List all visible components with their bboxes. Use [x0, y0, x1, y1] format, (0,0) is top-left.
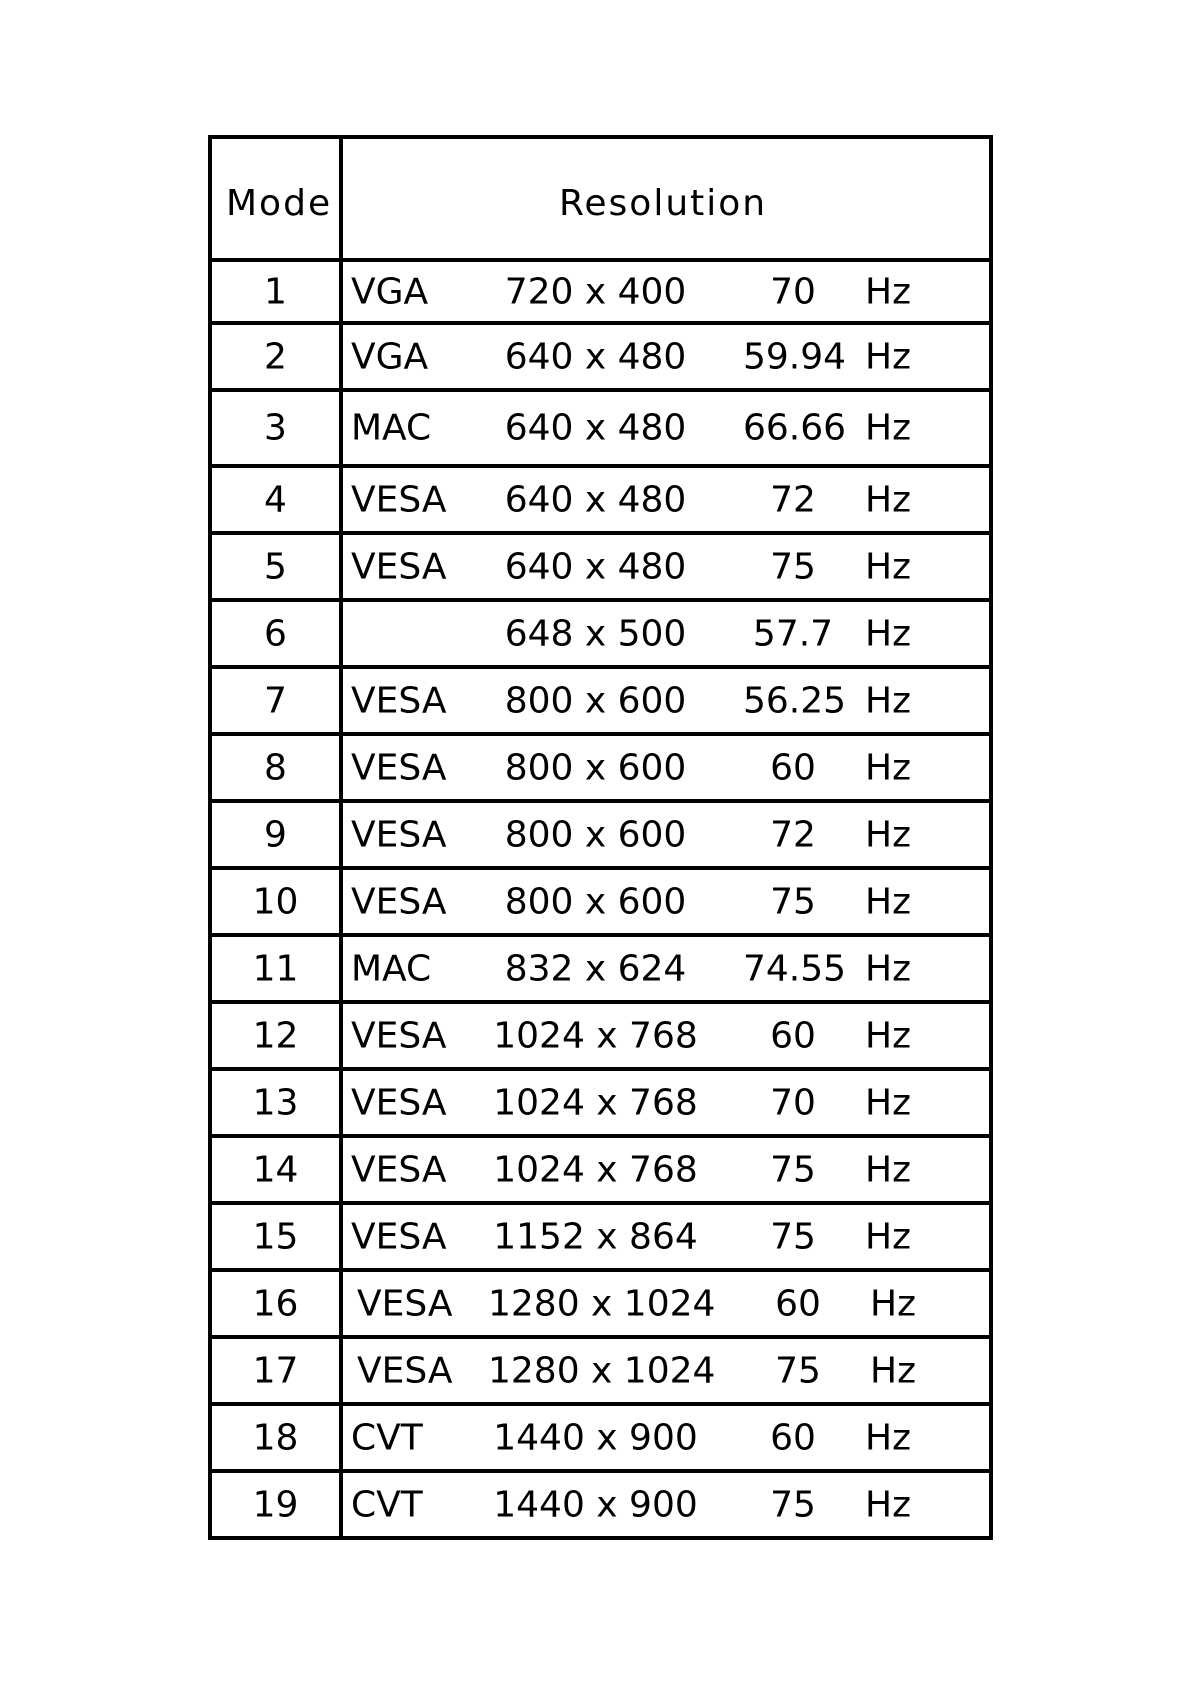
table-row — [212, 468, 989, 535]
table-row — [212, 535, 989, 602]
mode-cell — [212, 602, 343, 665]
resolution-cell — [343, 262, 989, 321]
mode-number: 6 — [264, 613, 287, 654]
frequency-value: 60 — [775, 1283, 821, 1324]
standard-label: VESA — [351, 1082, 447, 1123]
frequency-unit: Hz — [865, 546, 911, 587]
frequency-value: 75 — [770, 1149, 816, 1190]
mode-cell — [212, 535, 343, 598]
mode-cell — [212, 1473, 343, 1536]
frequency-unit: Hz — [865, 948, 911, 989]
table-row — [212, 1406, 989, 1473]
standard-label: VESA — [357, 1350, 453, 1391]
standard-label: VGA — [351, 336, 429, 377]
mode-number: 15 — [252, 1216, 299, 1257]
table-row — [212, 669, 989, 736]
table-row — [212, 262, 989, 325]
resolution-cell — [343, 803, 989, 866]
frequency-unit: Hz — [870, 1350, 916, 1391]
resolution-value: 1152 x 864 — [493, 1216, 698, 1257]
table-row — [212, 1138, 989, 1205]
mode-number: 19 — [252, 1484, 299, 1525]
mode-number: 13 — [252, 1082, 299, 1123]
standard-label: VESA — [351, 1149, 447, 1190]
frequency-value: 60 — [770, 1417, 816, 1458]
frequency-value: 75 — [770, 546, 816, 587]
frequency-unit: Hz — [870, 1283, 916, 1324]
frequency-value: 72 — [770, 814, 816, 855]
mode-cell — [212, 1272, 343, 1335]
mode-cell — [212, 1205, 343, 1268]
mode-number: 2 — [264, 336, 287, 377]
standard-label: MAC — [351, 407, 432, 449]
mode-cell — [212, 937, 343, 1000]
mode-cell — [212, 262, 343, 321]
frequency-unit: Hz — [865, 680, 911, 721]
resolution-value: 1024 x 768 — [493, 1082, 698, 1123]
mode-cell — [212, 468, 343, 531]
resolution-value: 832 x 624 — [504, 948, 687, 989]
standard-label: VESA — [351, 1015, 447, 1056]
resolution-cell — [343, 870, 989, 933]
frequency-value: 70 — [770, 271, 816, 312]
frequency-value: 60 — [770, 1015, 816, 1056]
mode-cell — [212, 1406, 343, 1469]
header-mode-cell — [212, 139, 343, 258]
frequency-value: 72 — [770, 479, 816, 520]
frequency-value: 75 — [775, 1350, 821, 1391]
header-mode-label: Mode — [226, 183, 333, 224]
mode-cell — [212, 669, 343, 732]
frequency-value: 59.94 — [743, 336, 847, 377]
resolution-cell — [343, 669, 989, 732]
resolution-cell — [343, 602, 989, 665]
frequency-value: 56.25 — [743, 680, 847, 721]
mode-number: 4 — [264, 479, 287, 520]
frequency-value: 57.7 — [752, 613, 834, 654]
mode-cell — [212, 1004, 343, 1067]
mode-number: 1 — [264, 271, 287, 312]
mode-cell — [212, 392, 343, 464]
frequency-unit: Hz — [865, 1149, 911, 1190]
standard-label: VESA — [351, 680, 447, 721]
mode-number: 3 — [264, 407, 287, 449]
table-row — [212, 602, 989, 669]
frequency-value: 60 — [770, 747, 816, 788]
resolution-cell — [343, 1004, 989, 1067]
standard-label: CVT — [351, 1417, 423, 1458]
resolution-cell — [343, 736, 989, 799]
resolution-cell — [343, 392, 989, 464]
mode-number: 12 — [252, 1015, 299, 1056]
resolution-value: 1440 x 900 — [493, 1417, 698, 1458]
frequency-unit: Hz — [865, 747, 911, 788]
mode-cell — [212, 736, 343, 799]
frequency-unit: Hz — [865, 1082, 911, 1123]
standard-label: CVT — [351, 1484, 423, 1525]
header-resolution-label: Resolution — [559, 183, 768, 224]
resolution-cell — [343, 1138, 989, 1201]
frequency-unit: Hz — [865, 1216, 911, 1257]
mode-number: 7 — [264, 680, 287, 721]
table-row — [212, 870, 989, 937]
table-row — [212, 803, 989, 870]
mode-number: 16 — [252, 1283, 299, 1324]
resolution-cell — [343, 1071, 989, 1134]
mode-cell — [212, 1339, 343, 1402]
mode-cell — [212, 870, 343, 933]
table-row — [212, 1004, 989, 1071]
mode-number: 14 — [252, 1149, 299, 1190]
table-header-row — [212, 139, 989, 262]
mode-number: 8 — [264, 747, 287, 788]
table-row — [212, 1071, 989, 1138]
mode-cell — [212, 1138, 343, 1201]
table-row — [212, 325, 989, 392]
table-row — [212, 736, 989, 803]
resolution-value: 640 x 480 — [504, 407, 687, 449]
frequency-unit: Hz — [865, 479, 911, 520]
standard-label: VESA — [351, 1216, 447, 1257]
standard-label: VESA — [351, 546, 447, 587]
resolution-value: 800 x 600 — [504, 881, 687, 922]
standard-label: VESA — [351, 814, 447, 855]
resolution-value: 800 x 600 — [504, 680, 687, 721]
frequency-unit: Hz — [865, 881, 911, 922]
frequency-value: 74.55 — [743, 948, 847, 989]
resolution-value: 640 x 480 — [504, 336, 687, 377]
frequency-unit: Hz — [865, 271, 911, 312]
resolution-value: 640 x 480 — [504, 479, 687, 520]
resolution-value: 1440 x 900 — [493, 1484, 698, 1525]
standard-label: VESA — [351, 881, 447, 922]
resolution-cell — [343, 1339, 989, 1402]
frequency-value: 75 — [770, 1216, 816, 1257]
frequency-unit: Hz — [865, 613, 911, 654]
resolution-value: 720 x 400 — [504, 271, 687, 312]
frequency-unit: Hz — [865, 814, 911, 855]
standard-label: MAC — [351, 948, 432, 989]
header-resolution-cell — [343, 139, 989, 258]
standard-label: VGA — [351, 271, 429, 312]
table-row — [212, 937, 989, 1004]
resolution-cell — [343, 325, 989, 388]
resolution-cell — [343, 535, 989, 598]
frequency-value: 75 — [770, 881, 816, 922]
resolution-cell — [343, 1272, 989, 1335]
resolution-cell — [343, 468, 989, 531]
resolution-cell — [343, 1406, 989, 1469]
resolution-value: 1280 x 1024 — [488, 1350, 716, 1391]
resolution-cell — [343, 1205, 989, 1268]
table-row — [212, 1272, 989, 1339]
mode-cell — [212, 1071, 343, 1134]
resolution-value: 1024 x 768 — [493, 1015, 698, 1056]
frequency-value: 66.66 — [743, 407, 847, 449]
display-modes-table — [208, 135, 993, 1540]
table-row — [212, 1473, 989, 1540]
frequency-value: 75 — [770, 1484, 816, 1525]
resolution-cell — [343, 1473, 989, 1536]
table-row — [212, 1205, 989, 1272]
mode-number: 18 — [252, 1417, 299, 1458]
mode-number: 10 — [252, 881, 299, 922]
mode-number: 17 — [252, 1350, 299, 1391]
frequency-unit: Hz — [865, 336, 911, 377]
resolution-value: 800 x 600 — [504, 814, 687, 855]
resolution-cell — [343, 937, 989, 1000]
standard-label: VESA — [351, 747, 447, 788]
resolution-value: 648 x 500 — [504, 613, 687, 654]
resolution-value: 640 x 480 — [504, 546, 687, 587]
frequency-unit: Hz — [865, 1484, 911, 1525]
frequency-unit: Hz — [865, 1015, 911, 1056]
mode-number: 11 — [252, 948, 299, 989]
mode-cell — [212, 325, 343, 388]
frequency-unit: Hz — [865, 407, 911, 449]
standard-label: VESA — [351, 479, 447, 520]
resolution-value: 800 x 600 — [504, 747, 687, 788]
standard-label: VESA — [357, 1283, 453, 1324]
resolution-value: 1280 x 1024 — [488, 1283, 716, 1324]
mode-number: 5 — [264, 546, 287, 587]
frequency-unit: Hz — [865, 1417, 911, 1458]
table-row — [212, 392, 989, 468]
table-row — [212, 1339, 989, 1406]
frequency-value: 70 — [770, 1082, 816, 1123]
mode-number: 9 — [264, 814, 287, 855]
resolution-value: 1024 x 768 — [493, 1149, 698, 1190]
mode-cell — [212, 803, 343, 866]
